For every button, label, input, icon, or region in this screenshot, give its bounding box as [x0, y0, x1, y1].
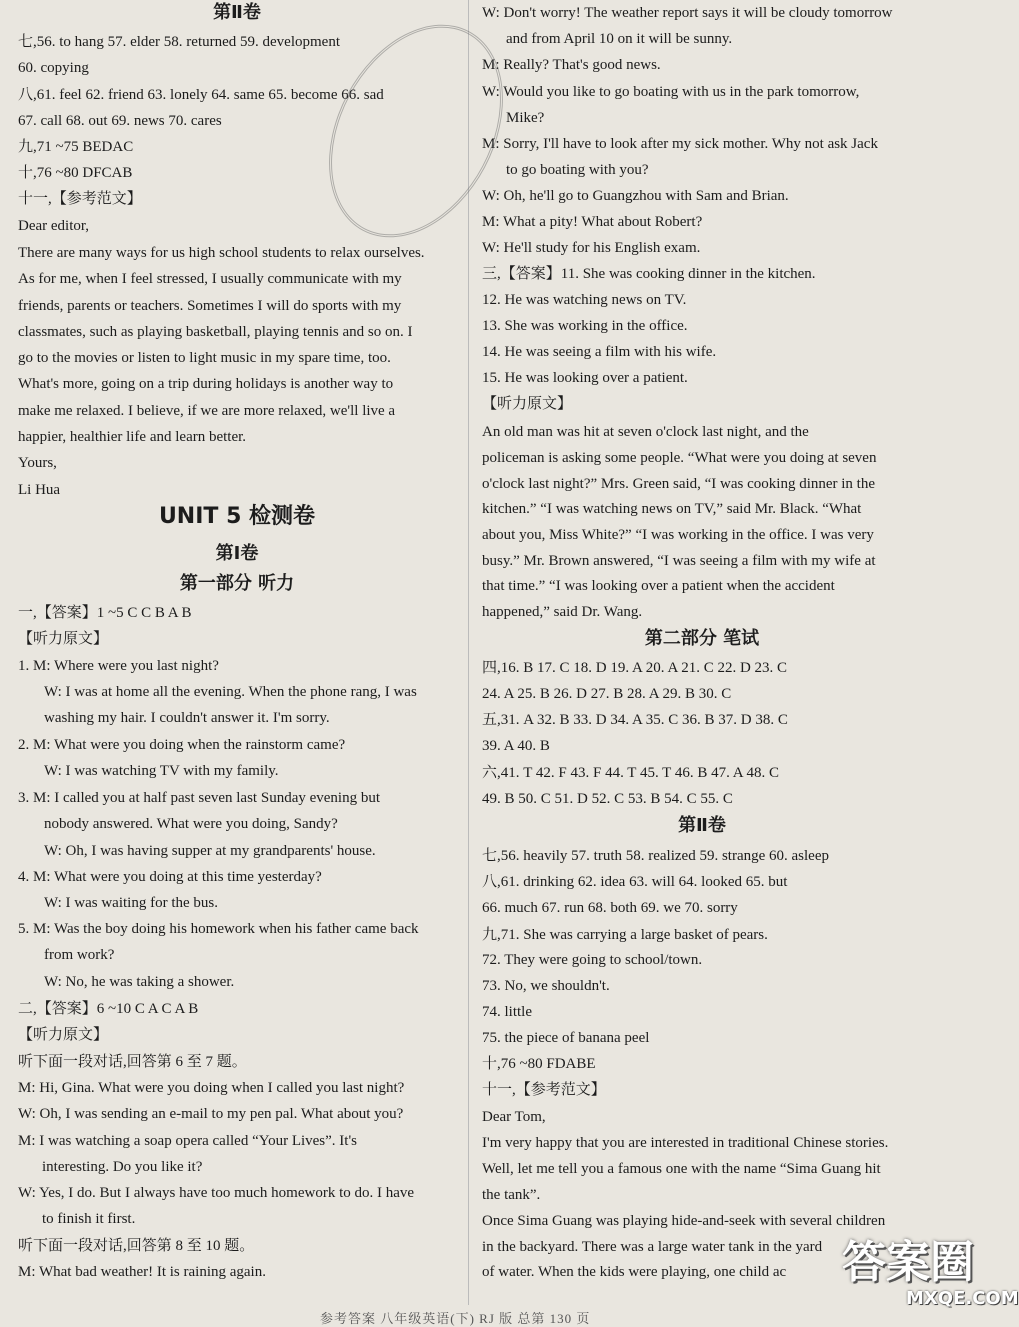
left-text-line: 2. M: What were you doing when the rainstorm came?: [18, 737, 346, 753]
right-text-line: 第Ⅱ卷: [678, 815, 726, 836]
left-text-line: 十,76 ~80 DFCAB: [18, 165, 133, 181]
left-text-line: 九,71 ~75 BEDAC: [18, 139, 134, 155]
right-text-line: 五,31. A 32. B 33. D 34. A 35. C 36. B 37. D 38. C: [482, 712, 788, 728]
watermark-logo: 答案圈: [842, 1237, 974, 1288]
left-text-line: happier, healthier life and learn better.: [18, 429, 247, 445]
right-text-line: and from April 10 on it will be sunny.: [506, 31, 733, 47]
right-text-line: W: He'll study for his English exam.: [482, 240, 701, 256]
right-text-line: 八,61. drinking 62. idea 63. will 64. looked 65. but: [482, 874, 788, 890]
left-text-line: What's more, going on a trip during holidays is another way to: [18, 376, 394, 392]
right-text-line: 12. He was watching news on TV.: [482, 292, 687, 308]
left-text-line: M: I was watching a soap opera called “Your Lives”. It's: [18, 1133, 358, 1149]
right-text-line: o'clock last night?” Mrs. Green said, “I was cooking dinner in the: [482, 476, 876, 492]
right-text-line: 72. They were going to school/town.: [482, 952, 703, 968]
right-text-line: 14. He was seeing a film with his wife.: [482, 344, 717, 360]
right-text-line: that time.” “I was looking over a patient when the accident: [482, 578, 835, 594]
left-text-line: 一,【答案】1 ~5 C C B A B: [18, 605, 192, 621]
right-text-line: 第二部分 笔试: [644, 628, 760, 649]
right-text-line: 三,【答案】11. She was cooking dinner in the kitchen.: [482, 266, 816, 282]
right-text-line: 66. much 67. run 68. both 69. we 70. sorry: [482, 900, 738, 916]
left-text-line: As for me, when I feel stressed, I usually communicate with my: [18, 271, 402, 287]
left-text-line: W: Oh, I was sending an e-mail to my pen pal. What about you?: [18, 1106, 404, 1122]
right-text-line: to go boating with you?: [506, 162, 649, 178]
right-text-line: happened,” said Dr. Wang.: [482, 604, 643, 620]
right-text-line: 73. No, we shouldn't.: [482, 978, 610, 994]
left-text-line: W: Yes, I do. But I always have too much homework to do. I have: [18, 1185, 415, 1201]
left-text-line: 第一部分 听力: [179, 573, 295, 594]
right-text-line: about you, Miss White?” “I was working in the office. I was very: [482, 527, 874, 543]
left-text-line: Yours,: [18, 455, 57, 471]
right-text-line: the tank”.: [482, 1187, 541, 1203]
right-text-line: Dear Tom,: [482, 1109, 546, 1125]
left-text-line: Dear editor,: [18, 218, 90, 234]
left-text-line: 【听力原文】: [18, 631, 109, 647]
left-text-line: washing my hair. I couldn't answer it. I'm sorry.: [44, 710, 330, 726]
right-text-line: 十一,【参考范文】: [482, 1082, 606, 1098]
left-text-line: 七,56. to hang 57. elder 58. returned 59. development: [18, 34, 341, 50]
right-text-line: 74. little: [482, 1004, 532, 1020]
right-text-line: Mike?: [506, 110, 545, 126]
left-text-line: 60. copying: [18, 60, 89, 76]
right-text-line: Well, let me tell you a famous one with the name “Sima Guang hit: [482, 1161, 881, 1177]
left-text-line: UNIT 5 检测卷: [158, 504, 316, 529]
left-text-line: from work?: [44, 947, 115, 963]
right-text-line: 四,16. B 17. C 18. D 19. A 20. A 21. C 22. D 23. C: [482, 660, 788, 676]
right-text-line: An old man was hit at seven o'clock last night, and the: [482, 424, 809, 440]
right-text-line: M: What a pity! What about Robert?: [482, 214, 703, 230]
right-text-line: in the backyard. There was a large water tank in the yard: [482, 1239, 823, 1255]
right-text-line: 24. A 25. B 26. D 27. B 28. A 29. B 30. C: [482, 686, 732, 702]
left-text-line: classmates, such as playing basketball, playing tennis and so on. I: [18, 324, 413, 340]
left-text-line: 二,【答案】6 ~10 C A C A B: [18, 1001, 199, 1017]
left-text-line: W: No, he was taking a shower.: [44, 974, 235, 990]
right-text-line: M: Sorry, I'll have to look after my sick mother. Why not ask Jack: [482, 136, 878, 152]
left-text-line: 八,61. feel 62. friend 63. lonely 64. same 65. become 66. sad: [18, 87, 384, 103]
right-text-line: W: Oh, he'll go to Guangzhou with Sam and Brian.: [482, 188, 789, 204]
left-text-line: 第Ⅰ卷: [215, 543, 259, 564]
right-text-line: 15. He was looking over a patient.: [482, 370, 688, 386]
left-text-line: W: I was waiting for the bus.: [44, 895, 218, 911]
right-text-line: policeman is asking some people. “What were you doing at seven: [482, 450, 877, 466]
watermark-url: MXQE.COM: [906, 1288, 1019, 1309]
right-text-line: kitchen.” “I was watching news on TV,” said Mr. Black. “What: [482, 501, 862, 517]
left-text-line: friends, parents or teachers. Sometimes I will do sports with my: [18, 298, 402, 314]
left-text-line: 第Ⅱ卷: [213, 2, 261, 23]
right-text-line: W: Would you like to go boating with us in the park tomorrow,: [482, 84, 860, 100]
right-text-line: 75. the piece of banana peel: [482, 1030, 650, 1046]
left-text-line: M: Hi, Gina. What were you doing when I called you last night?: [18, 1080, 405, 1096]
left-text-line: 【听力原文】: [18, 1027, 109, 1043]
left-text-line: 5. M: Was the boy doing his homework when his father came back: [18, 921, 419, 937]
left-text-line: Li Hua: [18, 482, 61, 498]
left-text-line: 67. call 68. out 69. news 70. cares: [18, 113, 222, 129]
left-text-line: 十一,【参考范文】: [18, 191, 142, 207]
right-text-line: W: Don't worry! The weather report says it will be cloudy tomorrow: [482, 5, 893, 21]
left-text-line: M: What bad weather! It is raining again.: [18, 1264, 266, 1280]
left-text-line: W: I was at home all the evening. When the phone rang, I was: [44, 684, 417, 700]
page-footer: 参考答案 八年级英语(下) RJ 版 总第 130 页: [320, 1311, 591, 1326]
left-text-line: 听下面一段对话,回答第 8 至 10 题。: [18, 1238, 255, 1254]
left-text-line: 3. M: I called you at half past seven last Sunday evening but: [18, 790, 380, 806]
right-text-line: 49. B 50. C 51. D 52. C 53. B 54. C 55. C: [482, 791, 733, 807]
right-text-line: 十,76 ~80 FDABE: [482, 1056, 596, 1072]
right-text-line: M: Really? That's good news.: [482, 57, 661, 73]
left-text-line: W: I was watching TV with my family.: [44, 763, 279, 779]
right-text-line: 39. A 40. B: [482, 738, 550, 754]
right-text-line: of water. When the kids were playing, one child ac: [482, 1264, 787, 1280]
left-text-line: There are many ways for us high school students to relax ourselves.: [18, 245, 425, 261]
left-text-line: 4. M: What were you doing at this time yesterday?: [18, 869, 322, 885]
left-text-line: nobody answered. What were you doing, Sandy?: [44, 816, 338, 832]
left-text-line: go to the movies or listen to light music in my spare time, too.: [18, 350, 391, 366]
column-divider: [468, 0, 469, 1305]
right-text-line: Once Sima Guang was playing hide-and-seek with several children: [482, 1213, 886, 1229]
right-text-line: 13. She was working in the office.: [482, 318, 688, 334]
right-text-line: 【听力原文】: [482, 396, 573, 412]
right-text-line: I'm very happy that you are interested in traditional Chinese stories.: [482, 1135, 889, 1151]
left-text-line: interesting. Do you like it?: [42, 1159, 203, 1175]
left-text-line: 听下面一段对话,回答第 6 至 7 题。: [18, 1054, 247, 1070]
left-text-line: W: Oh, I was having supper at my grandparents' house.: [44, 843, 376, 859]
left-text-line: make me relaxed. I believe, if we are more relaxed, we'll live a: [18, 403, 396, 419]
left-text-line: 1. M: Where were you last night?: [18, 658, 219, 674]
right-text-line: 六,41. T 42. F 43. F 44. T 45. T 46. B 47. A 48. C: [482, 765, 780, 781]
right-text-line: 九,71. She was carrying a large basket of pears.: [482, 927, 768, 943]
right-text-line: busy.” Mr. Brown answered, “I was seeing a film with my wife at: [482, 553, 876, 569]
left-text-line: to finish it first.: [42, 1211, 136, 1227]
right-text-line: 七,56. heavily 57. truth 58. realized 59. strange 60. asleep: [482, 848, 829, 864]
